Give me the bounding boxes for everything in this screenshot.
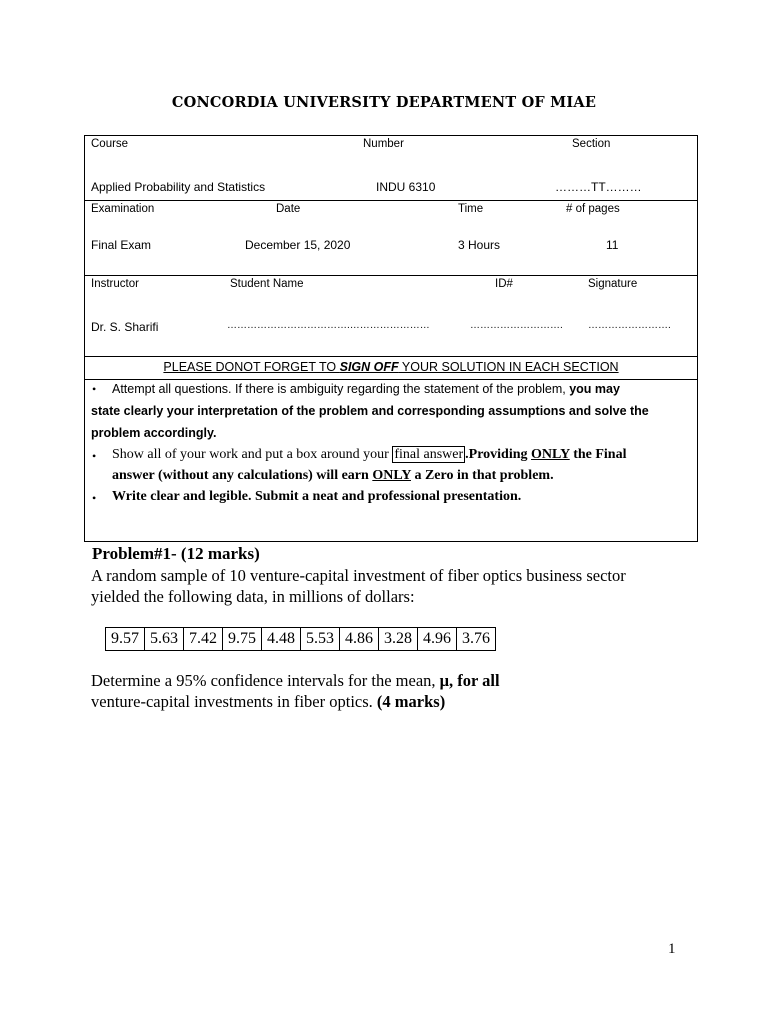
data-cell: 3.76 — [457, 628, 496, 651]
course-value: Applied Probability and Statistics — [91, 180, 266, 194]
notice-suffix: YOUR SOLUTION IN EACH SECTION — [398, 360, 619, 374]
time-label: Time — [458, 203, 484, 215]
examination-label: Examination — [91, 203, 155, 215]
problem-1-title: Problem#1- (12 marks) — [92, 544, 260, 563]
instruction-text: Attempt all questions. If there is ambiguity regarding the statement of the problem, — [112, 382, 570, 396]
bullet-icon: • — [92, 491, 97, 505]
instruction-bold-text: the Final — [569, 447, 627, 462]
data-cell: 4.86 — [340, 628, 379, 651]
data-cell: 5.63 — [145, 628, 184, 651]
signature-field[interactable]: ……………………. — [588, 320, 671, 331]
question-text: venture-capital investments in fiber optics. — [91, 692, 377, 711]
instruction-1-line-1 — [112, 382, 620, 396]
question-text: Determine a 95% confidence intervals for the mean, — [91, 671, 440, 690]
data-cell: 5.53 — [301, 628, 340, 651]
only-emphasis: ONLY — [531, 447, 570, 462]
instructor-label: Instructor — [91, 278, 139, 290]
examination-value: Final Exam — [91, 238, 152, 252]
instruction-bold-text: answer (without any calculations) will earn — [112, 468, 373, 483]
id-label: ID# — [495, 278, 513, 290]
date-value: December 15, 2020 — [245, 238, 351, 252]
instructor-value: Dr. S. Sharifi — [91, 320, 159, 334]
data-cell: 4.96 — [418, 628, 457, 651]
bullet-icon: • — [92, 382, 97, 396]
instruction-bold-text: .Providing — [465, 447, 532, 462]
data-cell: 3.28 — [379, 628, 418, 651]
form-divider — [84, 356, 698, 357]
investment-data-table — [105, 627, 496, 651]
page-number: 1 — [668, 941, 676, 957]
student-name-field[interactable]: ……………………………….…………………… — [227, 320, 430, 331]
sign-off-notice — [84, 360, 698, 374]
bullet-icon: • — [92, 449, 97, 463]
notice-emphasis: SIGN OFF — [339, 360, 399, 374]
data-cell: 9.57 — [106, 628, 145, 651]
form-divider — [84, 275, 698, 276]
instruction-bold-text: a Zero in that problem. — [410, 468, 554, 483]
data-cell: 9.75 — [223, 628, 262, 651]
problem-1-question-line-1 — [91, 671, 500, 691]
number-label: Number — [363, 138, 404, 150]
marks-text: (4 marks) — [376, 692, 446, 711]
id-field[interactable]: ………………………. — [470, 320, 563, 331]
instruction-2-line-2 — [112, 468, 554, 484]
problem-1-text-line-1: A random sample of 10 venture-capital investment of fiber optics business sector — [91, 566, 626, 585]
signature-label: Signature — [588, 278, 638, 290]
instruction-3: Write clear and legible. Submit a neat and professional presentation. — [112, 489, 522, 504]
only-emphasis: ONLY — [372, 468, 411, 483]
problem-1-text-line-2: yielded the following data, in millions of dollars: — [91, 587, 415, 606]
form-divider — [84, 200, 698, 201]
course-label: Course — [91, 138, 129, 150]
instruction-1-line-2: state clearly your interpretation of the problem and corresponding assumptions and solve the — [91, 404, 649, 418]
problem-1-question-line-2 — [91, 692, 445, 712]
pages-label: # of pages — [566, 203, 620, 215]
number-value: INDU 6310 — [376, 180, 436, 194]
pages-value: 11 — [606, 238, 619, 252]
instruction-text: Show all of your work and put a box around your — [112, 447, 393, 462]
section-label: Section — [572, 138, 611, 150]
date-label: Date — [276, 203, 301, 215]
student-name-label: Student Name — [230, 278, 304, 290]
form-divider — [84, 379, 698, 380]
instruction-2-line-1 — [112, 447, 626, 463]
page-title: CONCORDIA UNIVERSITY DEPARTMENT OF MIAE — [171, 94, 597, 111]
data-cell: 4.48 — [262, 628, 301, 651]
data-cell: 7.42 — [184, 628, 223, 651]
instruction-1-line-3: problem accordingly. — [91, 426, 217, 440]
final-answer-box: final answer — [394, 447, 464, 462]
instruction-bold-text: you may — [569, 382, 620, 396]
question-bold-text: μ, for all — [439, 671, 500, 690]
section-value: ………TT……… — [555, 180, 642, 194]
time-value: 3 Hours — [458, 238, 501, 252]
table-row — [106, 628, 496, 651]
notice-prefix: PLEASE DONOT FORGET TO — [163, 360, 340, 374]
